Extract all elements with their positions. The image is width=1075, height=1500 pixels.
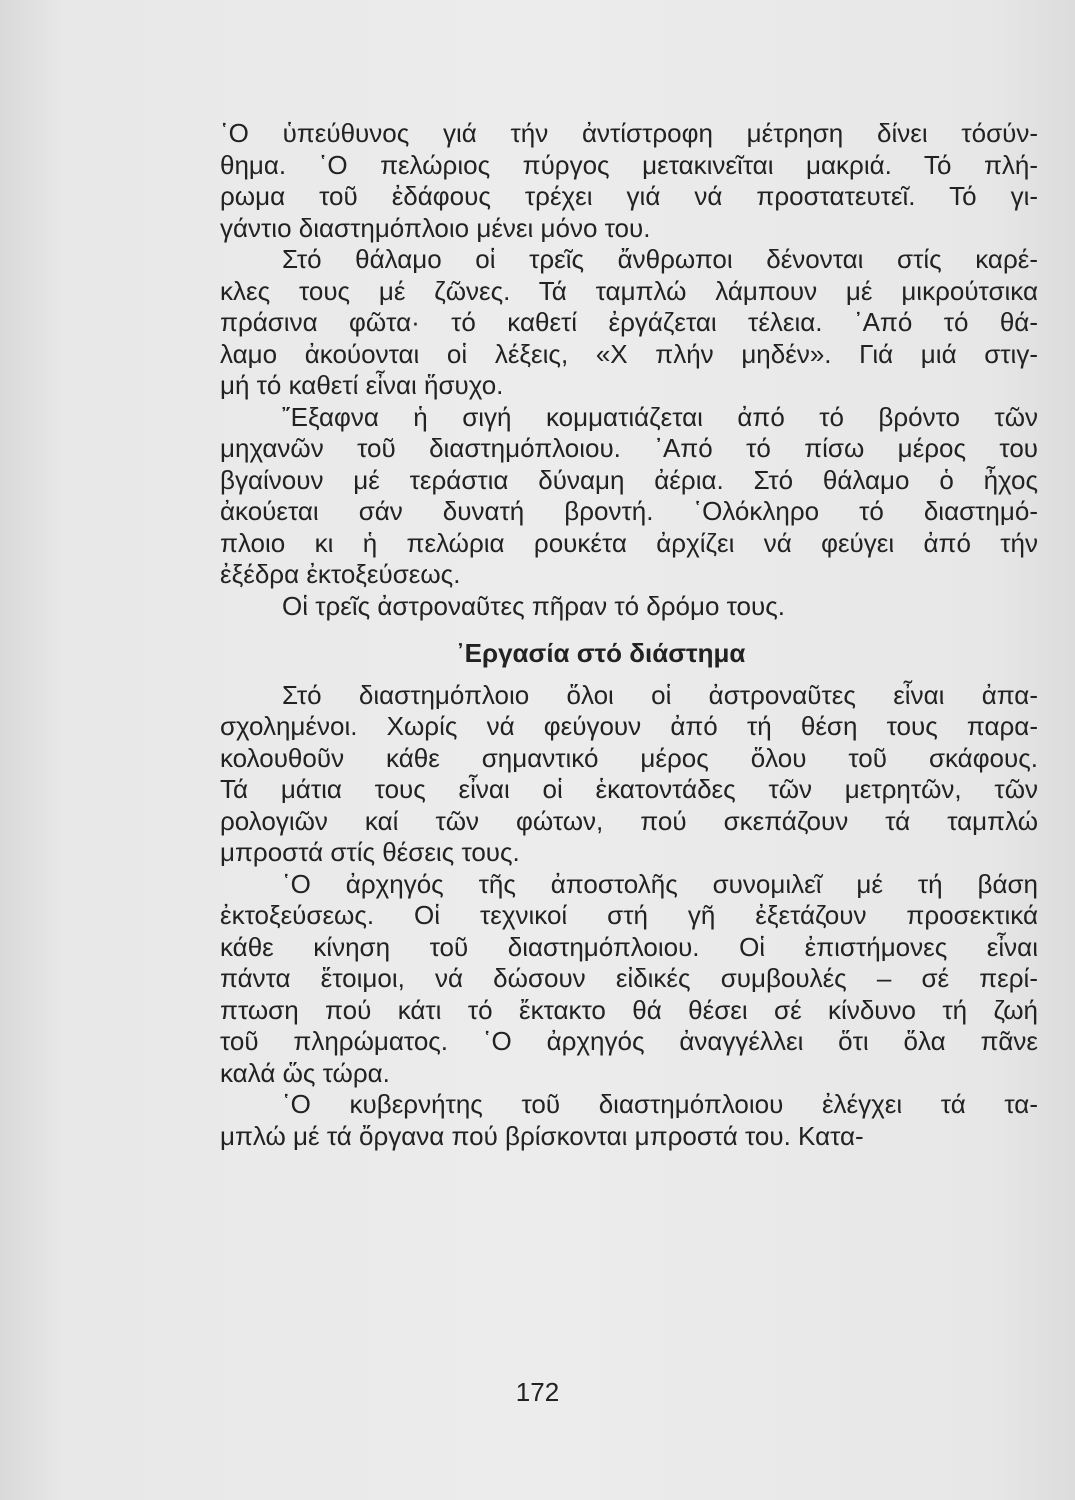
text-line: ῎Εξαφνα ἡ σιγή κομματιάζεται ἀπό τό βρόντο τῶν xyxy=(282,401,1038,432)
text-line: βγαίνουν μέ τεράστια δύναμη ἀέρια. Στό θάλαμο ὁ ἦχος xyxy=(220,464,1038,495)
text-line: πλοιο κι ἡ πελώρια ρουκέτα ἀρχίζει νά φεύγει ἀπό τήν xyxy=(220,527,1038,558)
paragraph xyxy=(220,1089,1038,1152)
paragraph xyxy=(220,118,1038,244)
section-heading: ᾿Εργασία στό διάστημα xyxy=(456,638,746,668)
page-number: 172 xyxy=(515,1377,560,1407)
text-line: πτωση πού κάτι τό ἔκτακτο θά θέσει σέ κίνδυνο τή ζωή xyxy=(220,994,1038,1025)
text-line: μπροστά στίς θέσεις τους. xyxy=(220,837,520,867)
text-line: μπλώ μέ τά ὄργανα πού βρίσκονται μπροστά του. Κατα- xyxy=(220,1120,864,1151)
text-line: Στό διαστημόπλοιο ὅλοι οἱ ἀστροναῦτες εἶναι ἀπα- xyxy=(282,679,1038,710)
text-line: θημα. ῾Ο πελώριος πύργος μετακινεῖται μακριά. Τό πλή- xyxy=(220,149,1038,180)
paragraph xyxy=(220,244,1038,402)
text-line: γάντιο διαστημόπλοιο μένει μόνο του. xyxy=(220,212,651,243)
text-line: κλες τους μέ ζῶνες. Τά ταμπλώ λάμπουν μέ μικρούτσικα xyxy=(220,275,1038,306)
text-line: μή τό καθετί εἶναι ἥσυχο. xyxy=(220,370,504,400)
text-line: ρωμα τοῦ ἐδάφους τρέχει γιά νά προστατευτεῖ. Τό γι- xyxy=(220,181,1038,211)
paragraph xyxy=(220,680,1038,869)
text-line: πάντα ἕτοιμοι, νά δώσουν εἰδικές συμβουλές – σέ περί- xyxy=(220,963,1038,993)
text-line: ἐκτοξεύσεως. Οἱ τεχνικοί στή γῆ ἐξετάζουν προσεκτικά xyxy=(220,900,1038,930)
text-line: Τά μάτια τους εἶναι οἱ ἑκατοντάδες τῶν μετρητῶν, τῶν xyxy=(220,774,1038,804)
paragraph xyxy=(220,591,1038,623)
text-line: ἀκούεται σάν δυνατή βροντή. ῾Ολόκληρο τό διαστημό- xyxy=(220,496,1038,526)
text-line: ῾Ο ὑπεύθυνος γιά τήν ἀντίστροφη μέτρηση δίνει τόσύν- xyxy=(220,118,1038,148)
text-line: κολουθοῦν κάθε σημαντικό μέρος ὅλου τοῦ σκάφους. xyxy=(220,742,1038,773)
text-line: καλά ὥς τώρα. xyxy=(220,1057,390,1088)
text-line: μηχανῶν τοῦ διαστημόπλοιου. ᾿Από τό πίσω μέρος του xyxy=(220,433,1038,463)
text-line: κάθε κίνηση τοῦ διαστημόπλοιου. Οἱ ἐπιστήμονες εἶναι xyxy=(220,931,1038,962)
text-line: ῾Ο ἀρχηγός τῆς ἀποστολῆς συνομιλεῖ μέ τή βάση xyxy=(282,868,1038,899)
paragraph xyxy=(220,869,1038,1090)
text-line: ἐξέδρα ἐκτοξεύσεως. xyxy=(220,559,461,589)
text-line: πράσινα φῶτα· τό καθετί ἐργάζεται τέλεια. ᾿Από τό θά- xyxy=(220,307,1038,337)
text-line: τοῦ πληρώματος. ῾Ο ἀρχηγός ἀναγγέλλει ὅτι ὅλα πᾶνε xyxy=(220,1026,1038,1056)
text-line: Οἱ τρεῖς ἀστροναῦτες πῆραν τό δρόμο τους. xyxy=(282,590,785,621)
paragraph xyxy=(220,402,1038,591)
text-line: σχολημένοι. Χωρίς νά φεύγουν ἀπό τή θέση τους παρα- xyxy=(220,711,1038,741)
text-line: ῾Ο κυβερνήτης τοῦ διαστημόπλοιου ἐλέγχει τά τα- xyxy=(282,1089,1038,1119)
text-line: Στό θάλαμο οἱ τρεῖς ἄνθρωποι δένονται στίς καρέ- xyxy=(282,244,1038,274)
text-line: λαμο ἀκούονται οἱ λέξεις, «Χ πλήν μηδέν». Γιά μιά στιγ- xyxy=(220,338,1038,369)
body-text xyxy=(220,118,1038,1152)
text-line: ρολογιῶν καί τῶν φώτων, πού σκεπάζουν τά ταμπλώ xyxy=(220,805,1038,836)
